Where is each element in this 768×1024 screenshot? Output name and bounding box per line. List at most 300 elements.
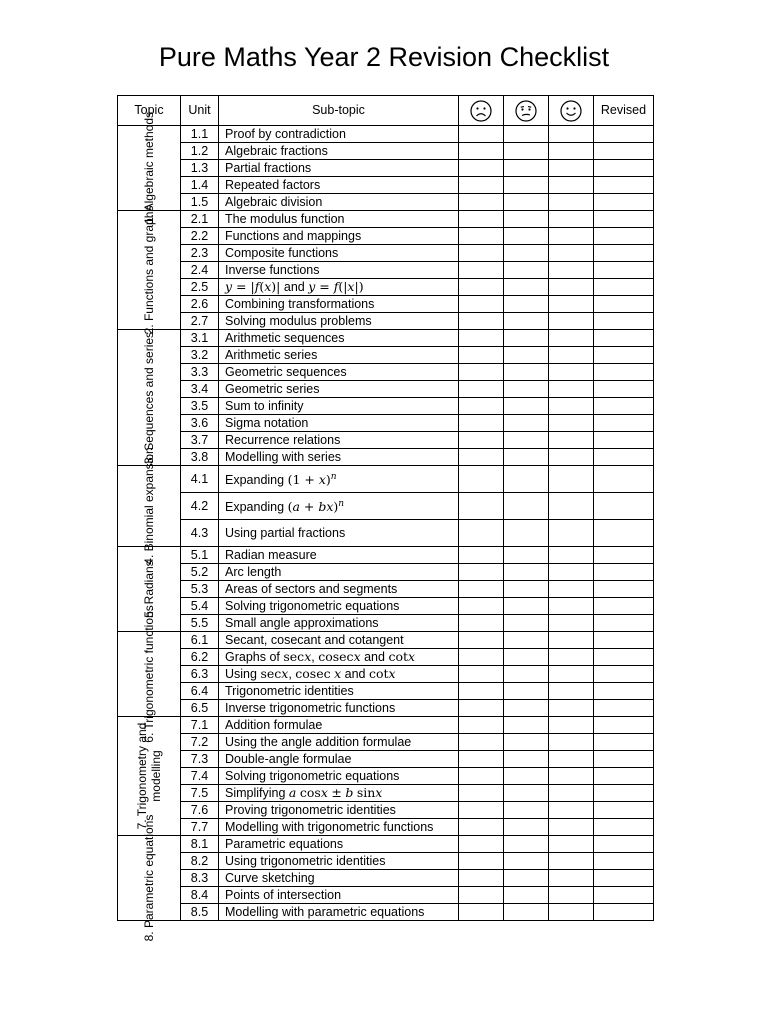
unsure-cell[interactable] — [504, 853, 549, 870]
table-row — [118, 228, 654, 245]
confident-cell[interactable] — [549, 887, 594, 904]
not-confident-cell[interactable] — [459, 520, 504, 547]
topic-label: 8. Parametric equations — [142, 814, 156, 942]
not-confident-cell[interactable] — [459, 734, 504, 751]
subtopic-cell: Modelling with series — [219, 449, 459, 466]
not-confident-cell[interactable] — [459, 700, 504, 717]
revised-cell[interactable] — [594, 853, 654, 870]
table-row — [118, 819, 654, 836]
neutral-face-icon — [515, 100, 537, 122]
table-row — [118, 330, 654, 347]
subtopic-cell: Double-angle formulae — [219, 751, 459, 768]
confident-cell[interactable] — [549, 683, 594, 700]
confident-cell[interactable] — [549, 700, 594, 717]
confident-cell[interactable] — [549, 615, 594, 632]
table-row — [118, 493, 654, 520]
confident-cell[interactable] — [549, 632, 594, 649]
revised-cell[interactable] — [594, 364, 654, 381]
unsure-cell[interactable] — [504, 415, 549, 432]
confident-cell[interactable] — [549, 398, 594, 415]
subtopic-cell: Graphs of secx, cosecx and cotx — [219, 649, 459, 666]
revised-cell[interactable] — [594, 279, 654, 296]
subtopic-cell: Combining transformations — [219, 296, 459, 313]
revised-cell[interactable] — [594, 887, 654, 904]
unsure-cell[interactable] — [504, 520, 549, 547]
revised-cell[interactable] — [594, 547, 654, 564]
confident-cell[interactable] — [549, 432, 594, 449]
unsure-cell[interactable] — [504, 700, 549, 717]
subtopic-cell: Inverse trigonometric functions — [219, 700, 459, 717]
unsure-cell[interactable] — [504, 493, 549, 520]
unsure-cell[interactable] — [504, 143, 549, 160]
revised-cell[interactable] — [594, 381, 654, 398]
unit-cell: 1.5 — [181, 194, 219, 211]
not-confident-cell[interactable] — [459, 666, 504, 683]
not-confident-cell[interactable] — [459, 143, 504, 160]
unsure-cell[interactable] — [504, 632, 549, 649]
not-confident-cell[interactable] — [459, 279, 504, 296]
revised-cell[interactable] — [594, 768, 654, 785]
table-row — [118, 598, 654, 615]
confident-cell[interactable] — [549, 262, 594, 279]
unit-cell: 1.1 — [181, 126, 219, 143]
unit-cell: 3.6 — [181, 415, 219, 432]
not-confident-cell[interactable] — [459, 683, 504, 700]
confident-cell[interactable] — [549, 449, 594, 466]
not-confident-cell[interactable] — [459, 228, 504, 245]
not-confident-cell[interactable] — [459, 262, 504, 279]
unit-cell: 1.2 — [181, 143, 219, 160]
not-confident-cell[interactable] — [459, 313, 504, 330]
revised-cell[interactable] — [594, 802, 654, 819]
revised-cell[interactable] — [594, 177, 654, 194]
confident-cell[interactable] — [549, 126, 594, 143]
not-confident-cell[interactable] — [459, 296, 504, 313]
unit-cell: 5.3 — [181, 581, 219, 598]
checklist-body — [118, 111, 654, 942]
not-confident-cell[interactable] — [459, 330, 504, 347]
revised-cell[interactable] — [594, 751, 654, 768]
unit-cell: 5.5 — [181, 615, 219, 632]
subtopic-cell: Recurrence relations — [219, 432, 459, 449]
table-row — [118, 143, 654, 160]
confident-cell[interactable] — [549, 751, 594, 768]
table-row — [118, 398, 654, 415]
topic-label: 5. Radians — [142, 560, 156, 618]
topic-label: 7. Trigonometry and modelling — [135, 722, 163, 830]
confident-cell[interactable] — [549, 870, 594, 887]
unsure-cell[interactable] — [504, 887, 549, 904]
not-confident-cell[interactable] — [459, 547, 504, 564]
confident-cell[interactable] — [549, 547, 594, 564]
unsure-cell[interactable] — [504, 449, 549, 466]
not-confident-cell[interactable] — [459, 836, 504, 853]
unsure-cell[interactable] — [504, 836, 549, 853]
revised-cell[interactable] — [594, 432, 654, 449]
not-confident-cell[interactable] — [459, 853, 504, 870]
unsure-cell[interactable] — [504, 330, 549, 347]
unsure-cell[interactable] — [504, 768, 549, 785]
subtopic-cell: Areas of sectors and segments — [219, 581, 459, 598]
confident-cell[interactable] — [549, 415, 594, 432]
not-confident-cell[interactable] — [459, 802, 504, 819]
table-row — [118, 785, 654, 802]
unsure-cell[interactable] — [504, 564, 549, 581]
unsure-cell[interactable] — [504, 211, 549, 228]
revised-cell[interactable] — [594, 398, 654, 415]
confident-cell[interactable] — [549, 160, 594, 177]
subtopic-cell: Modelling with parametric equations — [219, 904, 459, 921]
subtopic-cell: The modulus function — [219, 211, 459, 228]
subtopic-cell: Proving trigonometric identities — [219, 802, 459, 819]
unit-cell: 7.4 — [181, 768, 219, 785]
unsure-cell[interactable] — [504, 615, 549, 632]
not-confident-cell[interactable] — [459, 126, 504, 143]
unit-cell: 3.3 — [181, 364, 219, 381]
revised-cell[interactable] — [594, 520, 654, 547]
table-row — [118, 126, 654, 143]
unit-cell: 2.5 — [181, 279, 219, 296]
not-confident-cell[interactable] — [459, 245, 504, 262]
not-confident-cell[interactable] — [459, 870, 504, 887]
confident-cell[interactable] — [549, 194, 594, 211]
unit-cell: 2.3 — [181, 245, 219, 262]
subtopic-cell: Using trigonometric identities — [219, 853, 459, 870]
confident-cell[interactable] — [549, 279, 594, 296]
unit-cell: 7.5 — [181, 785, 219, 802]
revised-cell[interactable] — [594, 819, 654, 836]
unit-cell: 5.1 — [181, 547, 219, 564]
unit-cell: 2.1 — [181, 211, 219, 228]
unsure-cell[interactable] — [504, 398, 549, 415]
unit-cell: 7.2 — [181, 734, 219, 751]
happy-face-icon — [560, 100, 582, 122]
unit-cell: 8.1 — [181, 836, 219, 853]
not-confident-cell[interactable] — [459, 649, 504, 666]
table-row — [118, 262, 654, 279]
table-row — [118, 717, 654, 734]
subtopic-cell: Sigma notation — [219, 415, 459, 432]
revised-cell[interactable] — [594, 785, 654, 802]
subtopic-cell: Geometric series — [219, 381, 459, 398]
header-row — [118, 96, 654, 126]
checklist-table — [117, 95, 654, 942]
unit-cell: 6.4 — [181, 683, 219, 700]
not-confident-cell[interactable] — [459, 615, 504, 632]
revised-cell[interactable] — [594, 870, 654, 887]
revised-cell[interactable] — [594, 245, 654, 262]
not-confident-cell[interactable] — [459, 432, 504, 449]
revised-cell[interactable] — [594, 581, 654, 598]
revised-cell[interactable] — [594, 493, 654, 520]
unsure-cell[interactable] — [504, 160, 549, 177]
revised-cell[interactable] — [594, 734, 654, 751]
topic-label: 1. Algebraic methods — [142, 111, 156, 225]
revised-cell[interactable] — [594, 904, 654, 921]
not-confident-cell[interactable] — [459, 160, 504, 177]
unsure-cell[interactable] — [504, 347, 549, 364]
topic-label: 6. Trigonometric functions — [142, 605, 156, 743]
revised-cell[interactable] — [594, 415, 654, 432]
subtopic-cell: Partial fractions — [219, 160, 459, 177]
unsure-cell[interactable] — [504, 819, 549, 836]
page-title: Pure Maths Year 2 Revision Checklist — [158, 42, 610, 72]
confident-cell[interactable] — [549, 296, 594, 313]
table-row — [118, 313, 654, 330]
not-confident-cell[interactable] — [459, 632, 504, 649]
not-confident-cell[interactable] — [459, 347, 504, 364]
confident-cell[interactable] — [549, 717, 594, 734]
subtopic-cell: Algebraic fractions — [219, 143, 459, 160]
revised-header: Revised — [594, 96, 654, 126]
confident-cell[interactable] — [549, 466, 594, 493]
unit-cell: 4.3 — [181, 520, 219, 547]
subtopic-cell: Solving trigonometric equations — [219, 598, 459, 615]
confident-cell[interactable] — [549, 666, 594, 683]
table-row — [118, 632, 654, 649]
confident-cell[interactable] — [549, 649, 594, 666]
revised-cell[interactable] — [594, 683, 654, 700]
confident-cell[interactable] — [549, 211, 594, 228]
unsure-cell[interactable] — [504, 364, 549, 381]
table-row — [118, 364, 654, 381]
subtopic-cell: Sum to infinity — [219, 398, 459, 415]
unit-cell: 4.1 — [181, 466, 219, 493]
not-confident-cell[interactable] — [459, 564, 504, 581]
topic-label: 2. Functions and graphs — [142, 205, 156, 335]
table-row — [118, 211, 654, 228]
revised-cell[interactable] — [594, 632, 654, 649]
unit-cell: 3.8 — [181, 449, 219, 466]
unit-cell: 7.6 — [181, 802, 219, 819]
revised-cell[interactable] — [594, 160, 654, 177]
subtopic-cell: Functions and mappings — [219, 228, 459, 245]
unit-cell: 7.7 — [181, 819, 219, 836]
subtopic-cell: Points of intersection — [219, 887, 459, 904]
not-confident-cell[interactable] — [459, 751, 504, 768]
subtopic-cell: Small angle approximations — [219, 615, 459, 632]
not-confident-cell[interactable] — [459, 194, 504, 211]
subtopic-cell: Inverse functions — [219, 262, 459, 279]
confident-cell[interactable] — [549, 819, 594, 836]
not-confident-cell[interactable] — [459, 717, 504, 734]
confident-cell[interactable] — [549, 520, 594, 547]
confident-cell[interactable] — [549, 785, 594, 802]
table-row — [118, 279, 654, 296]
unsure-cell[interactable] — [504, 262, 549, 279]
not-confident-cell[interactable] — [459, 364, 504, 381]
table-row — [118, 520, 654, 547]
unit-cell: 3.1 — [181, 330, 219, 347]
confident-cell[interactable] — [549, 734, 594, 751]
subtopic-cell: Algebraic division — [219, 194, 459, 211]
unit-cell: 2.4 — [181, 262, 219, 279]
not-confident-cell[interactable] — [459, 177, 504, 194]
table-row — [118, 734, 654, 751]
confident-cell[interactable] — [549, 347, 594, 364]
unsure-cell[interactable] — [504, 802, 549, 819]
revised-cell[interactable] — [594, 836, 654, 853]
revised-cell[interactable] — [594, 466, 654, 493]
not-confident-cell[interactable] — [459, 493, 504, 520]
revised-cell[interactable] — [594, 211, 654, 228]
confident-cell[interactable] — [549, 853, 594, 870]
unit-cell: 5.4 — [181, 598, 219, 615]
revised-cell[interactable] — [594, 313, 654, 330]
topic-label: 4. Binomial expansion — [142, 447, 156, 565]
confident-cell[interactable] — [549, 330, 594, 347]
table-row — [118, 547, 654, 564]
confident-cell[interactable] — [549, 177, 594, 194]
not-confident-cell[interactable] — [459, 398, 504, 415]
unsure-cell[interactable] — [504, 649, 549, 666]
unit-cell: 1.3 — [181, 160, 219, 177]
sad-face-icon — [470, 100, 492, 122]
unit-cell: 2.6 — [181, 296, 219, 313]
revised-cell[interactable] — [594, 143, 654, 160]
unsure-cell[interactable] — [504, 381, 549, 398]
subtopic-cell: Using partial fractions — [219, 520, 459, 547]
revised-cell[interactable] — [594, 666, 654, 683]
not-confident-cell[interactable] — [459, 415, 504, 432]
revised-cell[interactable] — [594, 347, 654, 364]
revised-cell[interactable] — [594, 194, 654, 211]
table-row — [118, 347, 654, 364]
confident-cell[interactable] — [549, 493, 594, 520]
table-row — [118, 381, 654, 398]
table-row — [118, 449, 654, 466]
unsure-cell[interactable] — [504, 598, 549, 615]
topic-cell — [118, 205, 181, 335]
unsure-cell[interactable] — [504, 751, 549, 768]
unsure-cell[interactable] — [504, 904, 549, 921]
subtopic-cell: Parametric equations — [219, 836, 459, 853]
subtopic-cell: Repeated factors — [219, 177, 459, 194]
unsure-cell[interactable] — [504, 466, 549, 493]
unit-cell: 2.2 — [181, 228, 219, 245]
revised-cell[interactable] — [594, 598, 654, 615]
unsure-cell[interactable] — [504, 547, 549, 564]
subtopic-cell: Arithmetic series — [219, 347, 459, 364]
unsure-cell[interactable] — [504, 296, 549, 313]
unsure-cell[interactable] — [504, 870, 549, 887]
subtopic-cell: Simplifying a cosx ± b sinx — [219, 785, 459, 802]
table-row — [118, 245, 654, 262]
revised-cell[interactable] — [594, 449, 654, 466]
revised-cell[interactable] — [594, 262, 654, 279]
not-confident-cell[interactable] — [459, 598, 504, 615]
topic-cell — [118, 111, 181, 225]
unsure-cell[interactable] — [504, 785, 549, 802]
unsure-cell[interactable] — [504, 313, 549, 330]
not-confident-cell[interactable] — [459, 211, 504, 228]
unsure-cell[interactable] — [504, 683, 549, 700]
unit-cell: 3.7 — [181, 432, 219, 449]
subtopic-cell: Secant, cosecant and cotangent — [219, 632, 459, 649]
confident-cell[interactable] — [549, 364, 594, 381]
not-confident-cell[interactable] — [459, 785, 504, 802]
confident-cell[interactable] — [549, 381, 594, 398]
topic-header: Topic — [118, 96, 181, 126]
unsure-cell[interactable] — [504, 666, 549, 683]
revised-cell[interactable] — [594, 228, 654, 245]
revised-cell[interactable] — [594, 615, 654, 632]
not-confident-cell[interactable] — [459, 581, 504, 598]
unit-cell: 3.4 — [181, 381, 219, 398]
unsure-cell[interactable] — [504, 194, 549, 211]
unsure-cell[interactable] — [504, 228, 549, 245]
subtopic-cell: y = |f(x)| and y = f(|x|) — [219, 279, 459, 296]
unit-cell: 5.2 — [181, 564, 219, 581]
revised-cell[interactable] — [594, 564, 654, 581]
subtopic-cell: Proof by contradiction — [219, 126, 459, 143]
unsure-cell[interactable] — [504, 279, 549, 296]
subtopic-cell: Radian measure — [219, 547, 459, 564]
not-confident-cell[interactable] — [459, 768, 504, 785]
unsure-cell[interactable] — [504, 126, 549, 143]
unit-cell: 7.1 — [181, 717, 219, 734]
revised-cell[interactable] — [594, 649, 654, 666]
revised-cell[interactable] — [594, 330, 654, 347]
table-row — [118, 160, 654, 177]
confident-cell[interactable] — [549, 802, 594, 819]
unit-cell: 7.3 — [181, 751, 219, 768]
table-row — [118, 177, 654, 194]
confident-cell[interactable] — [549, 313, 594, 330]
not-confident-cell[interactable] — [459, 466, 504, 493]
unit-cell: 6.5 — [181, 700, 219, 717]
unsure-cell[interactable] — [504, 734, 549, 751]
confident-header — [549, 96, 594, 126]
topic-label: 3. Sequences and series — [142, 331, 156, 464]
unsure-cell[interactable] — [504, 177, 549, 194]
confident-cell[interactable] — [549, 581, 594, 598]
not-confident-cell[interactable] — [459, 381, 504, 398]
unit-cell: 6.2 — [181, 649, 219, 666]
confident-cell[interactable] — [549, 836, 594, 853]
subtopic-cell: Arc length — [219, 564, 459, 581]
confident-cell[interactable] — [549, 245, 594, 262]
confident-cell[interactable] — [549, 228, 594, 245]
unit-cell: 8.3 — [181, 870, 219, 887]
confident-cell[interactable] — [549, 598, 594, 615]
not-confident-cell[interactable] — [459, 887, 504, 904]
unsure-cell[interactable] — [504, 245, 549, 262]
not-confident-cell[interactable] — [459, 819, 504, 836]
confident-cell[interactable] — [549, 904, 594, 921]
unsure-cell[interactable] — [504, 432, 549, 449]
subtopic-cell: Expanding $(1 + x)^n$ — [219, 466, 459, 493]
revised-cell[interactable] — [594, 700, 654, 717]
unit-cell: 1.4 — [181, 177, 219, 194]
confident-cell[interactable] — [549, 768, 594, 785]
unit-cell: 6.3 — [181, 666, 219, 683]
table-row — [118, 581, 654, 598]
table-row — [118, 683, 654, 700]
unsure-cell[interactable] — [504, 717, 549, 734]
not-confident-cell[interactable] — [459, 449, 504, 466]
table-row — [118, 432, 654, 449]
revised-cell[interactable] — [594, 126, 654, 143]
table-row — [118, 768, 654, 785]
unit-cell: 3.5 — [181, 398, 219, 415]
not-confident-cell[interactable] — [459, 904, 504, 921]
revised-cell[interactable] — [594, 296, 654, 313]
unsure-cell[interactable] — [504, 581, 549, 598]
revised-cell[interactable] — [594, 717, 654, 734]
confident-cell[interactable] — [549, 564, 594, 581]
confident-cell[interactable] — [549, 143, 594, 160]
